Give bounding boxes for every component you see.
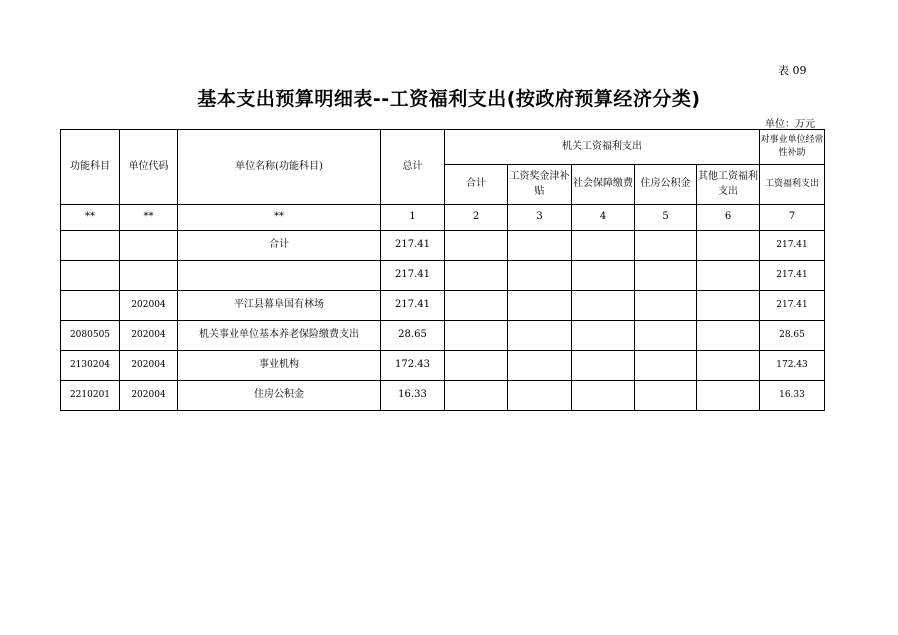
sum-cell — [445, 291, 508, 321]
header-func-subject: 功能科目 — [61, 130, 120, 205]
func-cell: 2210201 — [61, 381, 120, 411]
total-cell: 217.41 — [381, 231, 445, 261]
header-wage: 工资奖金津补贴 — [508, 165, 572, 205]
header-org-group: 机关工资福利支出 — [445, 130, 760, 165]
subsidy-cell: 217.41 — [760, 231, 825, 261]
other-cell — [697, 261, 760, 291]
header-subsidy-group: 对事业单位经常性补助 — [760, 130, 825, 165]
subsidy-cell: 172.43 — [760, 351, 825, 381]
index-cell: 3 — [508, 205, 572, 231]
subsidy-cell: 217.41 — [760, 291, 825, 321]
code-cell — [120, 261, 178, 291]
index-cell: ** — [178, 205, 381, 231]
other-cell — [697, 381, 760, 411]
total-cell: 16.33 — [381, 381, 445, 411]
sum-cell — [445, 231, 508, 261]
social-cell — [572, 381, 635, 411]
unit-label: 单位：万元 — [765, 119, 815, 130]
total-cell: 217.41 — [381, 261, 445, 291]
housing-cell — [635, 231, 697, 261]
name-cell: 机关事业单位基本养老保险缴费支出 — [178, 321, 381, 351]
sum-cell — [445, 321, 508, 351]
func-cell — [61, 231, 120, 261]
social-cell — [572, 351, 635, 381]
social-cell — [572, 291, 635, 321]
header-other: 其他工资福利支出 — [697, 165, 760, 205]
wage-cell — [508, 261, 572, 291]
header-unit-code: 单位代码 — [120, 130, 178, 205]
index-row — [61, 205, 825, 231]
index-cell: 7 — [760, 205, 825, 231]
index-cell: ** — [120, 205, 178, 231]
wage-cell — [508, 351, 572, 381]
name-cell: 住房公积金 — [178, 381, 381, 411]
index-cell: 4 — [572, 205, 635, 231]
table-row — [61, 291, 825, 321]
table-row — [61, 261, 825, 291]
other-cell — [697, 351, 760, 381]
header-housing: 住房公积金 — [635, 165, 697, 205]
name-cell: 合计 — [178, 231, 381, 261]
code-cell: 202004 — [120, 351, 178, 381]
code-cell: 202004 — [120, 291, 178, 321]
housing-cell — [635, 351, 697, 381]
budget-table — [60, 129, 825, 411]
table-row — [61, 381, 825, 411]
func-cell — [61, 261, 120, 291]
wage-cell — [508, 321, 572, 351]
header-sum: 合计 — [445, 165, 508, 205]
sum-cell — [445, 261, 508, 291]
func-cell: 2130204 — [61, 351, 120, 381]
name-cell: 平江县幕阜国有林场 — [178, 291, 381, 321]
code-cell: 202004 — [120, 321, 178, 351]
total-cell: 172.43 — [381, 351, 445, 381]
index-cell: 2 — [445, 205, 508, 231]
subsidy-cell: 16.33 — [760, 381, 825, 411]
other-cell — [697, 291, 760, 321]
wage-cell — [508, 291, 572, 321]
sum-cell — [445, 351, 508, 381]
name-cell: 事业机构 — [178, 351, 381, 381]
housing-cell — [635, 381, 697, 411]
header-unit-name: 单位名称(功能科目) — [178, 130, 381, 205]
code-cell: 202004 — [120, 381, 178, 411]
table-row — [61, 351, 825, 381]
func-cell — [61, 291, 120, 321]
index-cell: ** — [61, 205, 120, 231]
header-social: 社会保障缴费 — [572, 165, 635, 205]
housing-cell — [635, 261, 697, 291]
social-cell — [572, 231, 635, 261]
social-cell — [572, 261, 635, 291]
header-subsidy-wage: 工资福利支出 — [760, 165, 825, 205]
header-total: 总计 — [381, 130, 445, 205]
housing-cell — [635, 321, 697, 351]
social-cell — [572, 321, 635, 351]
index-cell: 1 — [381, 205, 445, 231]
index-cell: 6 — [697, 205, 760, 231]
func-cell: 2080505 — [61, 321, 120, 351]
table-row — [61, 321, 825, 351]
subsidy-cell: 217.41 — [760, 261, 825, 291]
housing-cell — [635, 291, 697, 321]
table-row — [61, 231, 825, 261]
other-cell — [697, 231, 760, 261]
code-cell — [120, 231, 178, 261]
subsidy-cell: 28.65 — [760, 321, 825, 351]
index-cell: 5 — [635, 205, 697, 231]
wage-cell — [508, 231, 572, 261]
page-title: 基本支出预算明细表--工资福利支出(按政府预算经济分类) — [197, 88, 701, 110]
form-number: 表 09 — [778, 64, 807, 77]
total-cell: 217.41 — [381, 291, 445, 321]
other-cell — [697, 321, 760, 351]
sum-cell — [445, 381, 508, 411]
wage-cell — [508, 381, 572, 411]
total-cell: 28.65 — [381, 321, 445, 351]
name-cell — [178, 261, 381, 291]
